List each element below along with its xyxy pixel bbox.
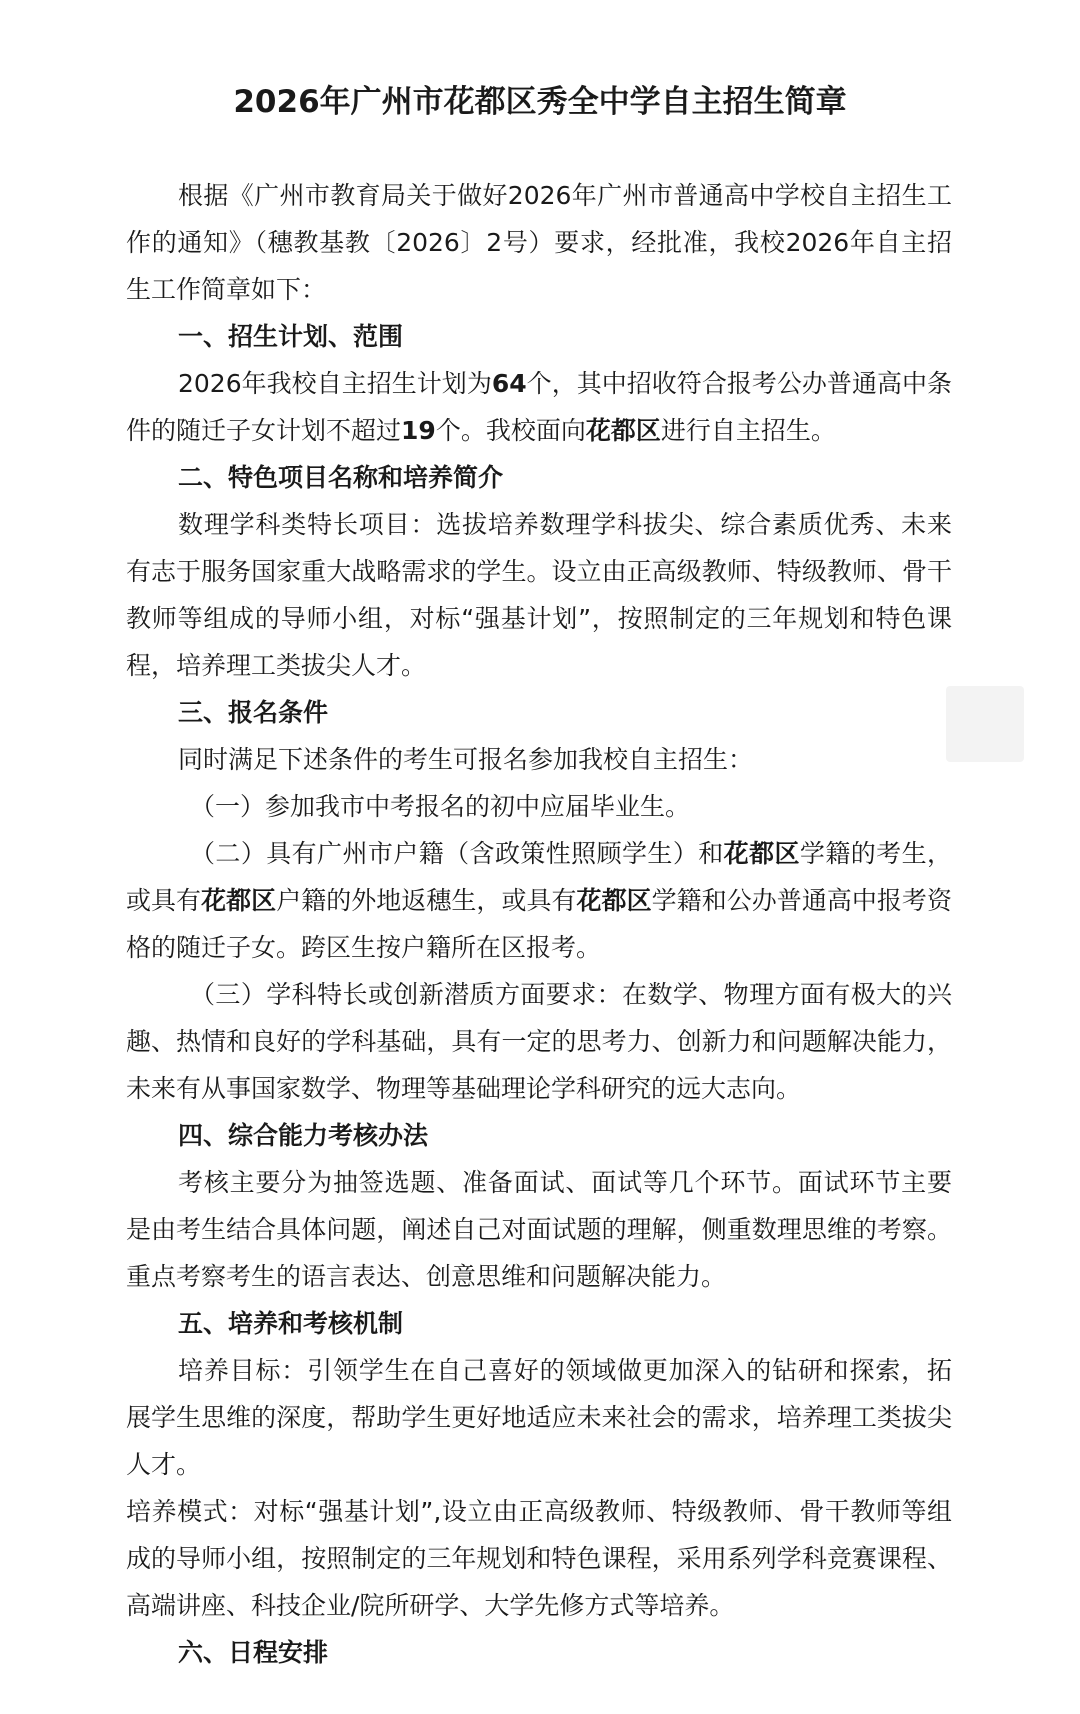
section-4-heading: 四、综合能力考核办法 (178, 1121, 429, 1150)
section-2-heading: 二、特色项目名称和培养简介 (178, 463, 504, 492)
migrant-quota-number: 19 (401, 416, 436, 445)
document-title: 2026年广州市花都区秀全中学自主招生简章 (233, 84, 847, 120)
district-name: 花都区 (576, 886, 652, 915)
condition-item-1: （一）参加我市中考报名的初中应届毕业生。 (190, 792, 691, 821)
condition-2-text-a: （二）具有广州市户籍（含政策性照顾学生）和 (190, 839, 724, 868)
document-body (126, 172, 952, 1676)
section-1-text-a: 2026年我校自主招生计划为 (178, 369, 492, 398)
section-3-heading: 三、报名条件 (178, 698, 329, 727)
section-1-heading: 一、招生计划、范围 (178, 322, 404, 351)
scan-artifact (946, 686, 1024, 762)
training-goal-paragraph: 培养目标：引领学生在自己喜好的领域做更加深入的钻研和探索，拓展学生思维的深度，帮助学生更好地适应未来社会的需求，培养理工类拔尖人才。 (126, 1356, 952, 1479)
condition-2-text-c: 户籍的外地返穗生，或具有 (276, 886, 577, 915)
section-1-text-d: 进行自主招生。 (660, 416, 836, 445)
section-6-heading: 六、日程安排 (178, 1638, 329, 1667)
condition-item-3: （三）学科特长或创新潜质方面要求：在数学、物理方面有极大的兴趣、热情和良好的学科基础，具有一定的思考力、创新力和问题解决能力，未来有从事国家数学、物理等基础理论学科研究的远大志向。 (126, 980, 952, 1103)
section-5-heading: 五、培养和考核机制 (178, 1309, 404, 1338)
plan-quota-number: 64 (491, 369, 527, 398)
section-1-text-b: 个，其中招收符合报考公办普通高中条件的随迁子女计划不超过 (126, 369, 952, 445)
condition-2-text-b: 学籍的考生，或具有 (126, 839, 952, 915)
section-1-text-c: 个。我校面向 (435, 416, 586, 445)
section-4-paragraph: 考核主要分为抽签选题、准备面试、面试等几个环节。面试环节主要是由考生结合具体问题，阐述自己对面试题的理解，侧重数理思维的考察。重点考察考生的语言表达、创意思维和问题解决能力。 (126, 1168, 952, 1291)
district-name: 花都区 (585, 416, 661, 445)
district-name: 花都区 (723, 839, 800, 868)
section-2-paragraph: 数理学科类特长项目：选拔培养数理学科拔尖、综合素质优秀、未来有志于服务国家重大战略需求的学生。设立由正高级教师、特级教师、骨干教师等组成的导师小组，对标“强基计划”，按照制定的三年规划和特色课程，培养理工类拔尖人才。 (126, 510, 952, 680)
section-1-paragraph (126, 360, 952, 454)
condition-item-2 (126, 830, 952, 971)
section-3-intro: 同时满足下述条件的考生可报名参加我校自主招生： (178, 745, 754, 774)
condition-2-text-e: 学籍和公办普通高中报考资格的随迁子女。跨区生按户籍所在区报考。 (126, 886, 952, 962)
intro-paragraph: 根据《广州市教育局关于做好2026年广州市普通高中学校自主招生工作的通知》（穗教基教〔2026〕2号）要求，经批准，我校2026年自主招生工作简章如下： (126, 181, 952, 304)
district-name: 花都区 (201, 886, 277, 915)
training-mode-paragraph: 培养模式：对标“强基计划”,设立由正高级教师、特级教师、骨干教师等组成的导师小组，按照制定的三年规划和特色课程，采用系列学科竞赛课程、高端讲座、科技企业/院所研学、大学先修方式等培养。 (126, 1497, 952, 1620)
